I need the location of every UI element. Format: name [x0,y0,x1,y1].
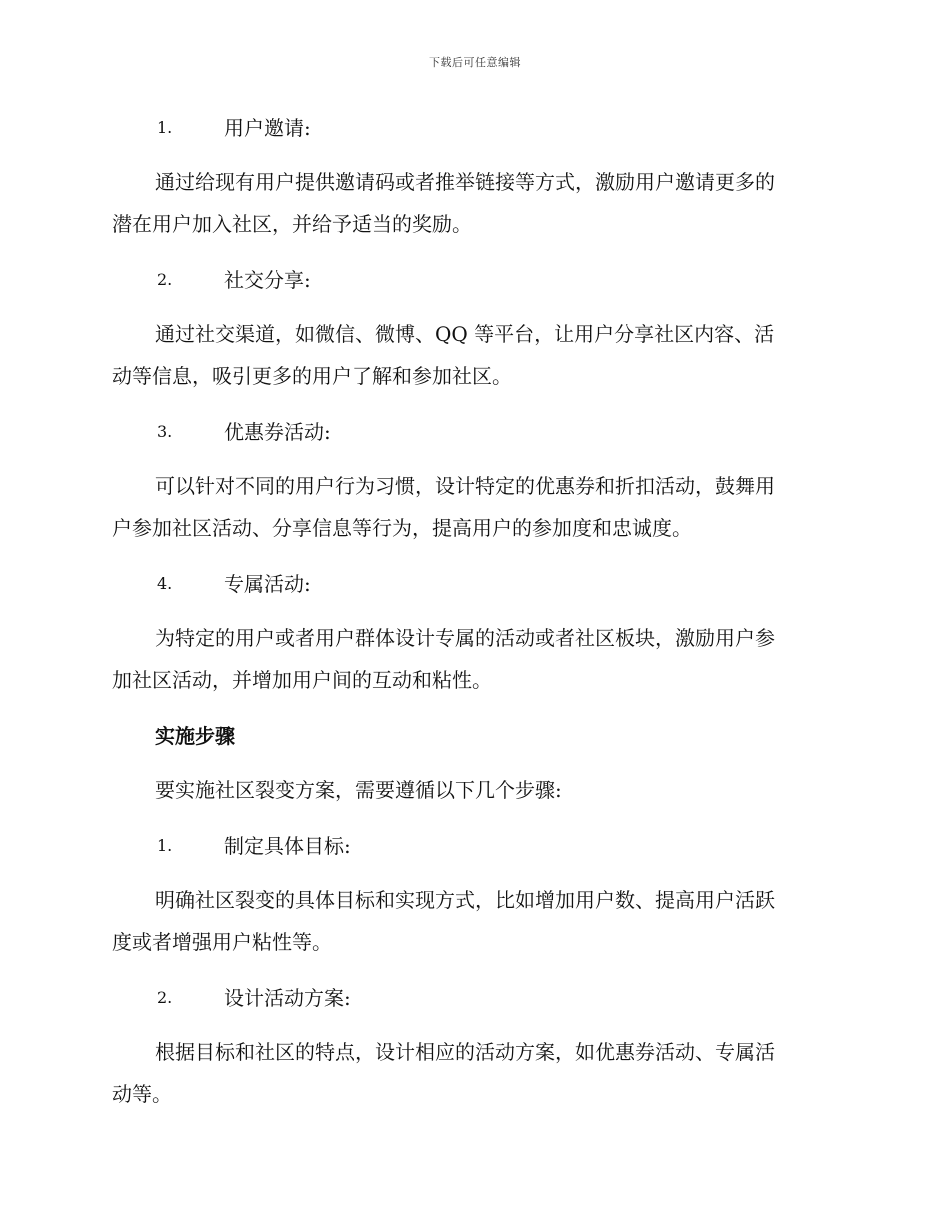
list-item-title: 制定具体目标: [224,834,351,858]
list-item-number: 3. [157,422,173,441]
paragraph-line: 动等。 [112,1082,172,1106]
list-item-title: 设计活动方案: [224,986,351,1010]
list-item-title: 优惠券活动: [224,420,331,444]
section-heading: 实施步骤 [155,724,235,748]
paragraph-line: 动等信息，吸引更多的用户了解和参加社区。 [112,364,512,388]
list-item-number: 4. [157,574,173,593]
page-header: 下载后可任意编辑 [429,56,521,69]
paragraph-line: 通过社交渠道，如微信、微博、QQ 等平台，让用户分享社区内容、活 [155,322,775,346]
paragraph-line: 可以针对不同的用户行为习惯，设计特定的优惠券和折扣活动，鼓舞用 [155,474,775,498]
paragraph-line: 加社区活动，并增加用户间的互动和粘性。 [112,668,492,692]
paragraph-line: 户参加社区活动、分享信息等行为，提高用户的参加度和忠诚度。 [112,516,692,540]
list-item-number: 2. [157,988,173,1007]
list-item-number: 1. [157,836,173,855]
paragraph-line: 根据目标和社区的特点，设计相应的活动方案，如优惠券活动、专属活 [155,1040,775,1064]
paragraph-line: 明确社区裂变的具体目标和实现方式，比如增加用户数、提高用户活跃 [155,888,775,912]
list-item-number: 1. [157,118,173,137]
paragraph-line: 潜在用户加入社区，并给予适当的奖励。 [112,212,472,236]
paragraph-line: 度或者增强用户粘性等。 [112,930,332,954]
paragraph-line: 为特定的用户或者用户群体设计专属的活动或者社区板块，激励用户参 [155,626,775,650]
list-item-number: 2. [157,270,173,289]
list-item-title: 专属活动: [224,572,311,596]
section-intro: 要实施社区裂变方案，需要遵循以下几个步骤: [155,778,562,802]
list-item-title: 用户邀请: [224,116,311,140]
paragraph-line: 通过给现有用户提供邀请码或者推举链接等方式，激励用户邀请更多的 [155,170,775,194]
list-item-title: 社交分享: [224,268,311,292]
